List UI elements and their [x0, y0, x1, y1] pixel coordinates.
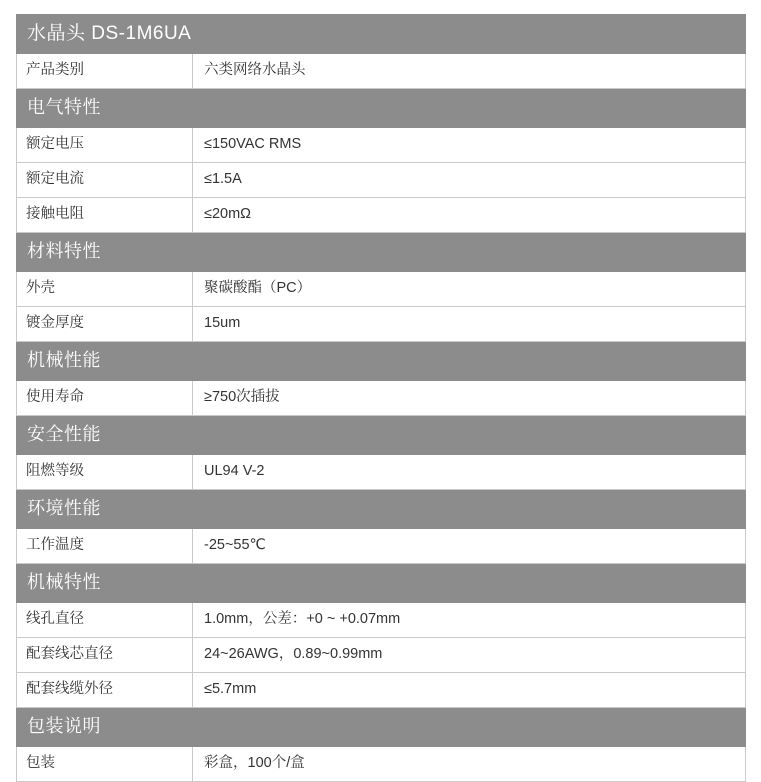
table-row	[17, 128, 746, 163]
spec-label: 额定电压	[26, 136, 84, 153]
spec-label: 接触电阻	[26, 206, 84, 223]
page-title: 水晶头 DS-1M6UA	[27, 22, 192, 44]
table-row	[17, 307, 746, 342]
table-row	[17, 638, 746, 673]
spec-label-cell	[17, 272, 193, 307]
specification-table-body	[17, 15, 746, 782]
spec-value-cell	[193, 163, 746, 198]
spec-value-cell	[193, 529, 746, 564]
table-row	[17, 54, 746, 89]
spec-label: 产品类别	[26, 62, 84, 79]
spec-value-cell	[193, 128, 746, 163]
spec-label-cell	[17, 529, 193, 564]
spec-label-cell	[17, 747, 193, 782]
section-header-cell	[17, 416, 746, 455]
spec-value-cell	[193, 603, 746, 638]
spec-value: ≤20mΩ	[204, 206, 252, 223]
spec-value: UL94 V-2	[204, 463, 265, 480]
spec-label: 镀金厚度	[26, 315, 84, 332]
spec-label-cell	[17, 603, 193, 638]
product-title-cell	[17, 15, 746, 54]
spec-value: ≤5.7mm	[204, 681, 257, 698]
spec-value: ≤150VAC RMS	[204, 136, 302, 153]
table-row	[17, 529, 746, 564]
section-header-cell	[17, 233, 746, 272]
section-header-label: 环境性能	[27, 498, 101, 519]
spec-value-cell	[193, 381, 746, 416]
section-header-label: 包装说明	[27, 716, 101, 737]
spec-label-cell	[17, 381, 193, 416]
spec-value-cell	[193, 54, 746, 89]
section-header-row	[17, 416, 746, 455]
spec-value: 彩盒，100个/盒	[204, 755, 305, 772]
section-header-row	[17, 490, 746, 529]
table-row	[17, 198, 746, 233]
spec-label: 额定电流	[26, 171, 84, 188]
spec-value-cell	[193, 455, 746, 490]
section-header-label: 材料特性	[27, 241, 101, 262]
spec-label: 配套线缆外径	[26, 681, 113, 698]
product-title-row	[17, 15, 746, 54]
spec-label-cell	[17, 673, 193, 708]
spec-label-cell	[17, 163, 193, 198]
section-header-label: 机械性能	[27, 350, 101, 371]
spec-label-cell	[17, 455, 193, 490]
section-header-cell	[17, 490, 746, 529]
section-header-cell	[17, 342, 746, 381]
spec-value-cell	[193, 307, 746, 342]
spec-label-cell	[17, 638, 193, 673]
spec-label: 使用寿命	[26, 389, 84, 406]
section-header-label: 电气特性	[27, 97, 101, 118]
spec-value-cell	[193, 198, 746, 233]
spec-label-cell	[17, 307, 193, 342]
section-header-cell	[17, 708, 746, 747]
section-header-row	[17, 342, 746, 381]
spec-value: -25~55℃	[204, 537, 266, 554]
section-header-label: 安全性能	[27, 424, 101, 445]
section-header-row	[17, 89, 746, 128]
spec-label: 包装	[26, 755, 55, 772]
specification-table	[16, 14, 746, 782]
spec-value-cell	[193, 638, 746, 673]
table-row	[17, 673, 746, 708]
spec-label: 配套线芯直径	[26, 646, 113, 663]
spec-label-cell	[17, 128, 193, 163]
spec-label-cell	[17, 54, 193, 89]
spec-label: 工作温度	[26, 537, 84, 554]
spec-value: 1.0mm，公差：+0 ~ +0.07mm	[204, 611, 401, 628]
spec-value: 24~26AWG，0.89~0.99mm	[204, 646, 383, 663]
spec-value-cell	[193, 673, 746, 708]
spec-value-cell	[193, 272, 746, 307]
section-header-row	[17, 233, 746, 272]
spec-value: 六类网络水晶头	[204, 62, 306, 79]
spec-label: 外壳	[26, 280, 55, 297]
spec-label: 阻燃等级	[26, 463, 84, 480]
section-header-row	[17, 708, 746, 747]
spec-label: 线孔直径	[26, 611, 84, 628]
table-row	[17, 272, 746, 307]
table-row	[17, 381, 746, 416]
section-header-cell	[17, 564, 746, 603]
spec-label-cell	[17, 198, 193, 233]
table-row	[17, 163, 746, 198]
section-header-row	[17, 564, 746, 603]
section-header-label: 机械特性	[27, 572, 101, 593]
spec-value: ≥750次插拔	[204, 389, 280, 406]
table-row	[17, 603, 746, 638]
section-header-cell	[17, 89, 746, 128]
spec-value: 聚碳酸酯（PC）	[204, 280, 312, 297]
table-row	[17, 747, 746, 782]
table-row	[17, 455, 746, 490]
spec-value-cell	[193, 747, 746, 782]
spec-value: ≤1.5A	[204, 171, 242, 188]
spec-value: 15um	[204, 315, 241, 332]
